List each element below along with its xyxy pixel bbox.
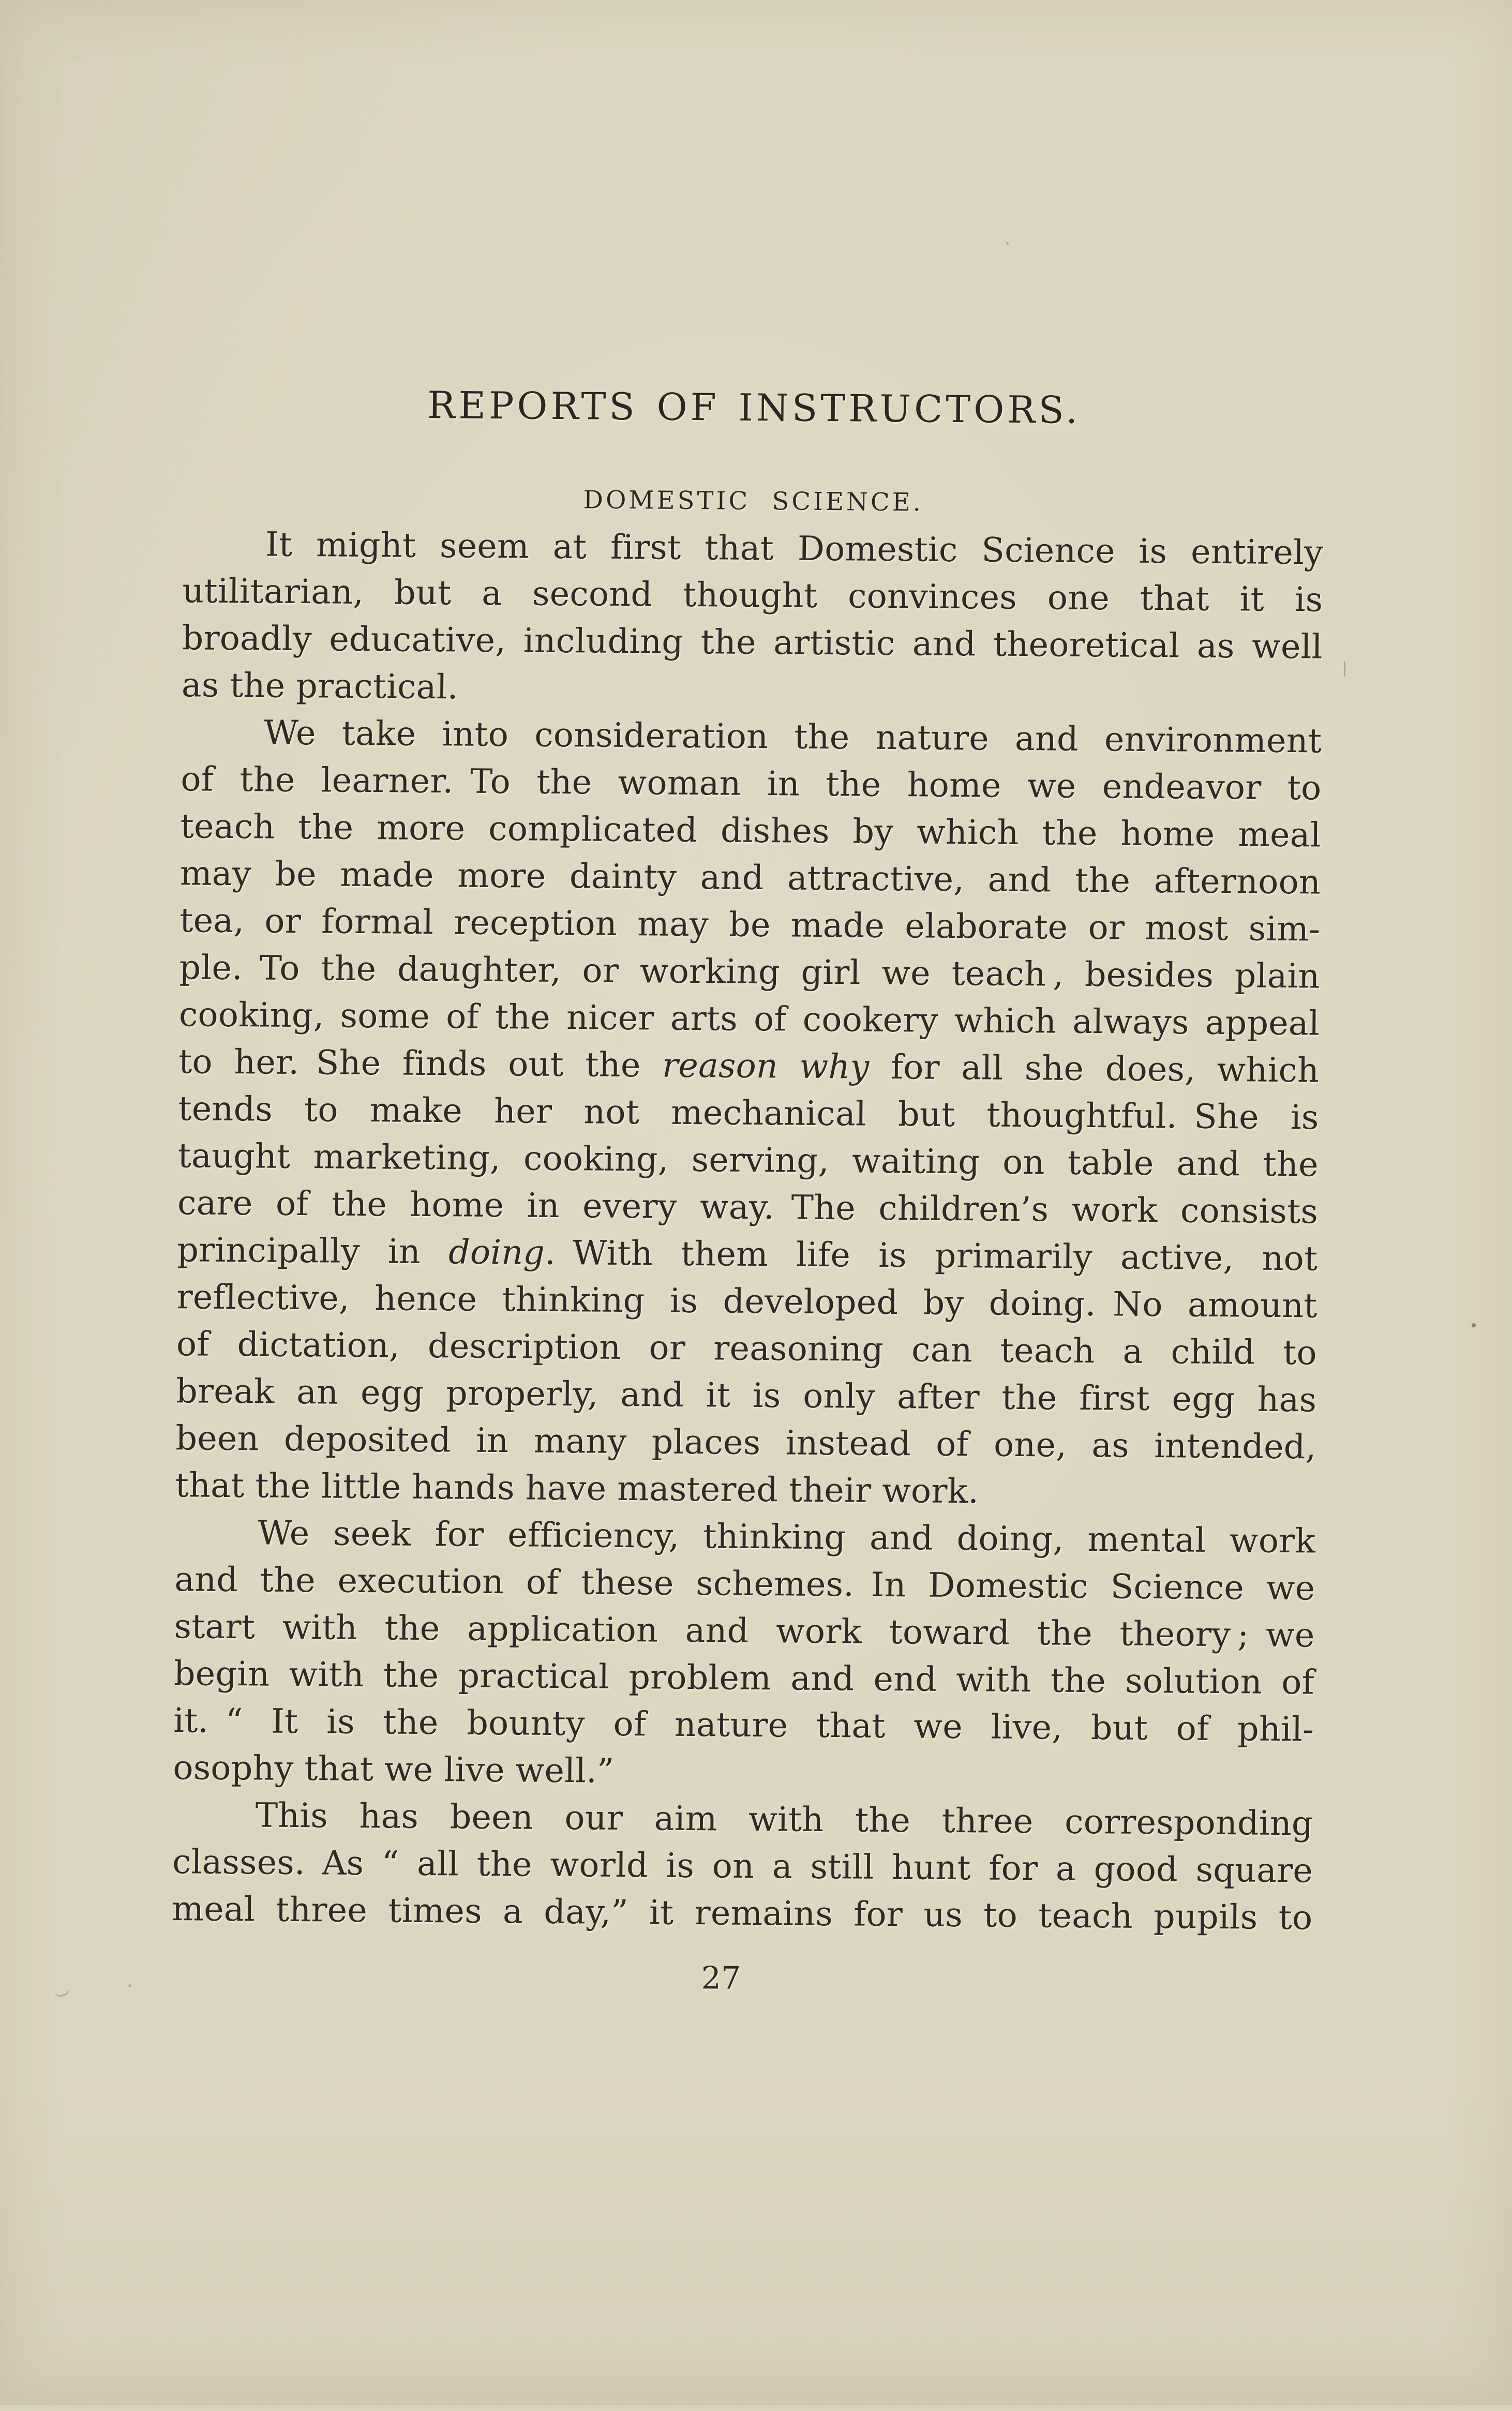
paragraph	[173, 1509, 1315, 1800]
text-line: that the little hands have mastered their work.	[175, 1466, 979, 1511]
text-line: taught marketing, cooking, serving, waiting on table and the	[177, 1136, 1319, 1185]
text-line: may be made more dainty and attractive, and the afternoon	[179, 854, 1321, 902]
paragraph	[182, 520, 1324, 717]
text-line: break an egg properly, and it is only after the first egg has	[175, 1372, 1317, 1420]
text-line: ple. To the daughter, or working girl we teach , besides plain	[179, 948, 1320, 996]
text-line: start with the application and work toward the theory ; we	[174, 1607, 1315, 1655]
text-line: meal three times a day,” it remains for us to teach pupils to	[172, 1890, 1313, 1938]
paragraph	[172, 1791, 1313, 1941]
paragraph	[175, 709, 1322, 1518]
text-line: osophy that we live well.”	[173, 1748, 615, 1791]
text-line: to her. She finds out the reason why for all she does, which	[178, 1042, 1320, 1090]
text-line: of the learner. To the woman in the home we endeavor to	[181, 760, 1322, 808]
text-line: of dictation, description or reasoning can teach a child to	[176, 1325, 1318, 1373]
text-line: and the execution of these schemes. In Domestic Science we	[174, 1560, 1315, 1608]
body-text	[172, 520, 1323, 1941]
text-line: broadly educative, including the artistic and theoretical as well	[182, 619, 1323, 667]
text-line: It might seem at first that Domestic Science is entirely	[265, 525, 1324, 573]
text-line: We take into consideration the nature and environment	[263, 713, 1322, 761]
text-line: tends to make her not mechanical but thoughtful. She is	[178, 1089, 1319, 1137]
text-line: begin with the practical problem and end with the solution of	[173, 1654, 1315, 1702]
page-number: 27	[701, 1960, 741, 1997]
text-line: been deposited in many places instead of one, as intended,	[175, 1419, 1316, 1467]
text-line: We seek for efficiency, thinking and doing, mental work	[257, 1514, 1316, 1561]
text-line: classes. As “ all the world is on a still hunt for a good square	[172, 1843, 1313, 1891]
section-subtitle: DOMESTIC SCIENCE.	[583, 485, 924, 517]
text-line: as the practical.	[181, 666, 458, 707]
text-line: This has been our aim with the three corresponding	[255, 1796, 1314, 1844]
text-line: tea, or formal reception may be made elaborate or most sim-	[179, 901, 1321, 949]
text-line: teach the more complicated dishes by which the home meal	[180, 807, 1322, 855]
text-line: it. “ It is the bounty of nature that we live, but of phil-	[173, 1701, 1314, 1749]
text-line: cooking, some of the nicer arts of cookery which always appeal	[178, 995, 1320, 1043]
text-line: principally in doing. With them life is primarily active, not	[177, 1231, 1318, 1279]
text-line: reflective, hence thinking is developed by doing. No amount	[176, 1278, 1318, 1326]
text-line: utilitarian, but a second thought convinces one that it is	[182, 572, 1323, 620]
text-line: care of the home in every way. The children’s work consists	[177, 1184, 1319, 1232]
page-title: REPORTS OF INSTRUCTORS.	[427, 383, 1081, 432]
